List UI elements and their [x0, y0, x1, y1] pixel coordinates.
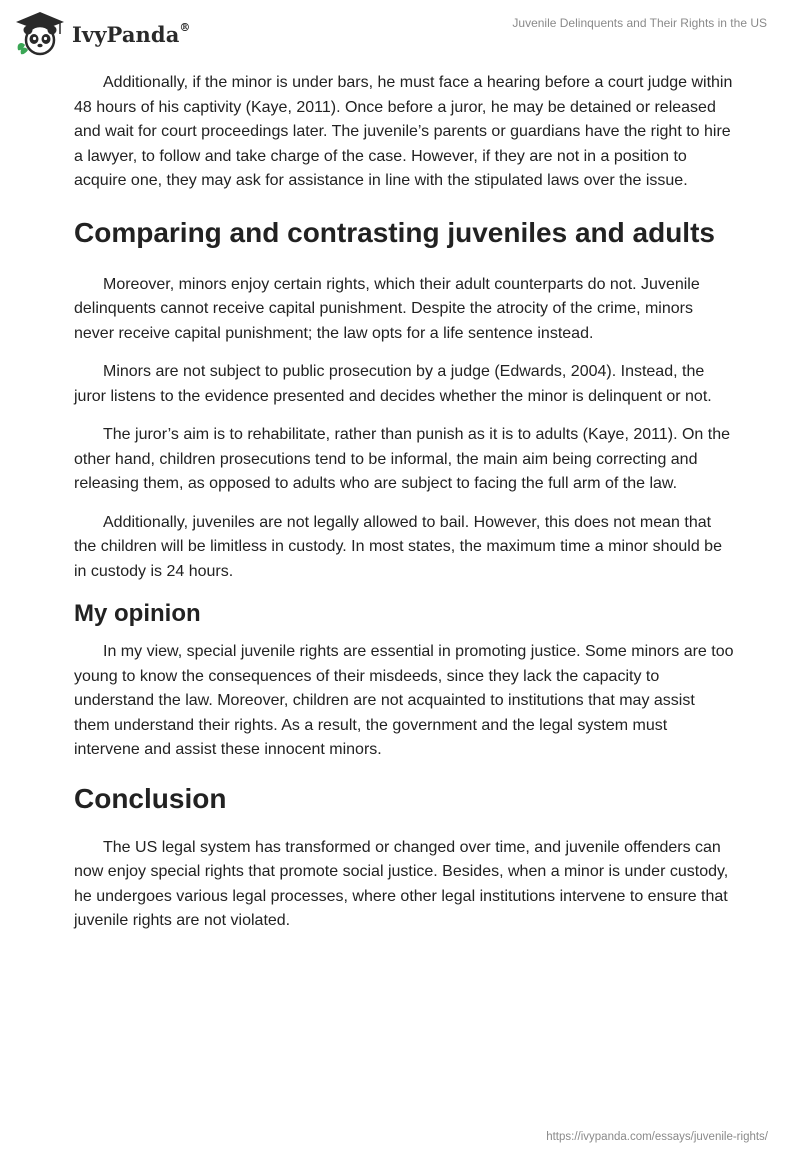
paragraph: The juror’s aim is to rehabilitate, rather than punish as it is to adults (Kaye, 2011). On the other hand, children prosecutions tend to be informal, the main aim being correcting and releasing them, as opposed to adults who are subject to facing the full arm of the law. — [74, 426, 730, 492]
document-title: Juvenile Delinquents and Their Rights in the US — [512, 16, 767, 30]
paragraph: Minors are not subject to public prosecution by a judge (Edwards, 2004). Instead, the juror listens to the evidence presented and decides whether the minor is delinquent or not. — [74, 363, 712, 405]
paragraph: Additionally, juveniles are not legally allowed to bail. However, this does not mean that the children will be limitless in custody. In most states, the maximum time a minor should be in custody is 24 hours. — [74, 513, 722, 580]
page-header — [0, 0, 800, 64]
paragraph: Additionally, if the minor is under bars, he must face a hearing before a court judge within 48 hours of his captivity (Kaye, 2011). Once before a juror, he may be detained or released and wait for court proceedings later. The juvenile’s parents or guardians have the right to hire a lawyer, to follow and take charge of the case. However, if they are not in a position to acquire one, they may ask for assistance in line with the stipulated laws over the issue. — [74, 74, 733, 189]
section-heading-conclusion: Conclusion — [74, 782, 227, 814]
paragraph: In my view, special juvenile rights are essential in promoting justice. Some minors are too young to know the consequences of their misdeeds, since they lack the capacity to understand the law. Moreover, children are not acquainted to institutions that may assist them understand their rights. As a result, the government and the legal system must intervene and assist these innocent minors. — [74, 643, 734, 758]
brand-logo[interactable] — [14, 10, 191, 56]
panda-graduation-cap-icon — [14, 10, 66, 56]
source-url-link[interactable]: https://ivypanda.com/essays/juvenile-rights/ — [546, 1131, 768, 1143]
section-heading-opinion: My opinion — [74, 600, 201, 627]
brand-name: IvyPanda® — [72, 20, 191, 47]
article-body — [74, 71, 734, 948]
paragraph: Moreover, minors enjoy certain rights, which their adult counterparts do not. Juvenile delinquents cannot receive capital punishment. Despite the atrocity of the crime, minors never receive capital punishment; the law opts for a life sentence instead. — [74, 275, 700, 342]
paragraph: The US legal system has transformed or changed over time, and juvenile offenders can now enjoy special rights that promote social justice. Besides, when a minor is under custody, he undergoes various legal processes, where other legal institutions intervene to ensure that juvenile rights are not violated. — [74, 838, 729, 929]
section-heading-comparing: Comparing and contrasting juveniles and adults — [74, 216, 715, 248]
